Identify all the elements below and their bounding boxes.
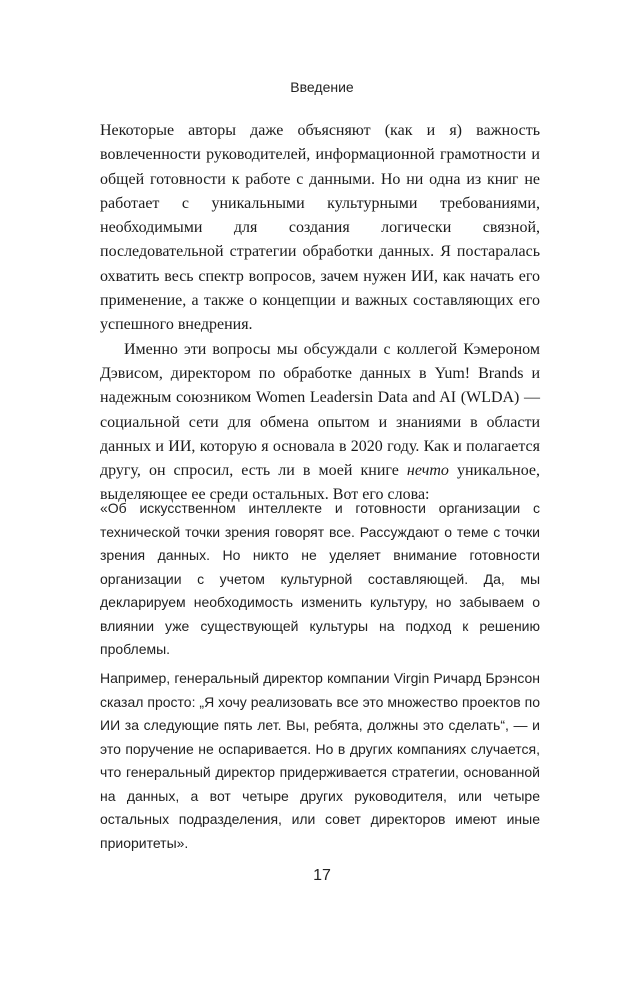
paragraph-2-emphasis: нечто [406,462,449,480]
quote-paragraph-1: «Об искусственном интеллекте и готовности организации с технической точки зрения говорят все. Рассуждают о теме с точки зрения данных. Но никто не уделяет внимание готовности организации с учетом культурной составляющей. Да, мы декларируем необходимость изменить культуру, но забываем о влиянии уже существующей культуры на подход к решению проблемы. [100,500,540,657]
paragraph-1: Некоторые авторы даже объясняют (как и я) важность вовлеченности руководителей, информационной грамотности и общей готовности к работе с данными. Но ни одна из книг не работает с уникальными культурными требованиями, необходимыми для создания логически связной, последовательной стратегии обработки данных. Я постаралась охватить весь спектр вопросов, зачем нужен ИИ, как начать его применение, а также о концепции и важных составляющих его успешного внедрения. [100,122,540,334]
block-quote-part-2 [100,667,540,855]
main-text [100,119,540,508]
running-head: Введение [290,79,354,95]
quote-paragraph-2: Например, генеральный директор компании Virgin Ричард Брэнсон сказал просто: „Я хочу реализовать все это множество проектов по ИИ за следующие пять лет. Вы, ребята, должны это сделать“, — и это поручение не оспаривается. Но в других компаниях случается, что генеральный директор придерживается стратегии, основанной на данных, а вот четыре других руководителя, или четыре остальных подразделения, или совет директоров имеют иные приоритеты». [100,670,540,851]
paragraph-2-text-after: уникальное, выделяющее ее среди остальных. Вот его слова: [100,462,540,504]
block-quote-part-1 [100,497,540,662]
paragraph-2 [100,338,540,508]
paragraph-2-text-before: Именно эти вопросы мы обсуждали с коллегой Кэмероном Дэвисом, директором по обработке данных в Yum! Brands и надежным союзником Women Leadersin Data and AI (WLDA) — социальной сети для обмена опытом и знаниями в области данных и ИИ, которую я основала в 2020 году. Как и полагается другу, он спросил, есть ли в моей книге [100,340,540,480]
page-number: 17 [313,867,331,884]
